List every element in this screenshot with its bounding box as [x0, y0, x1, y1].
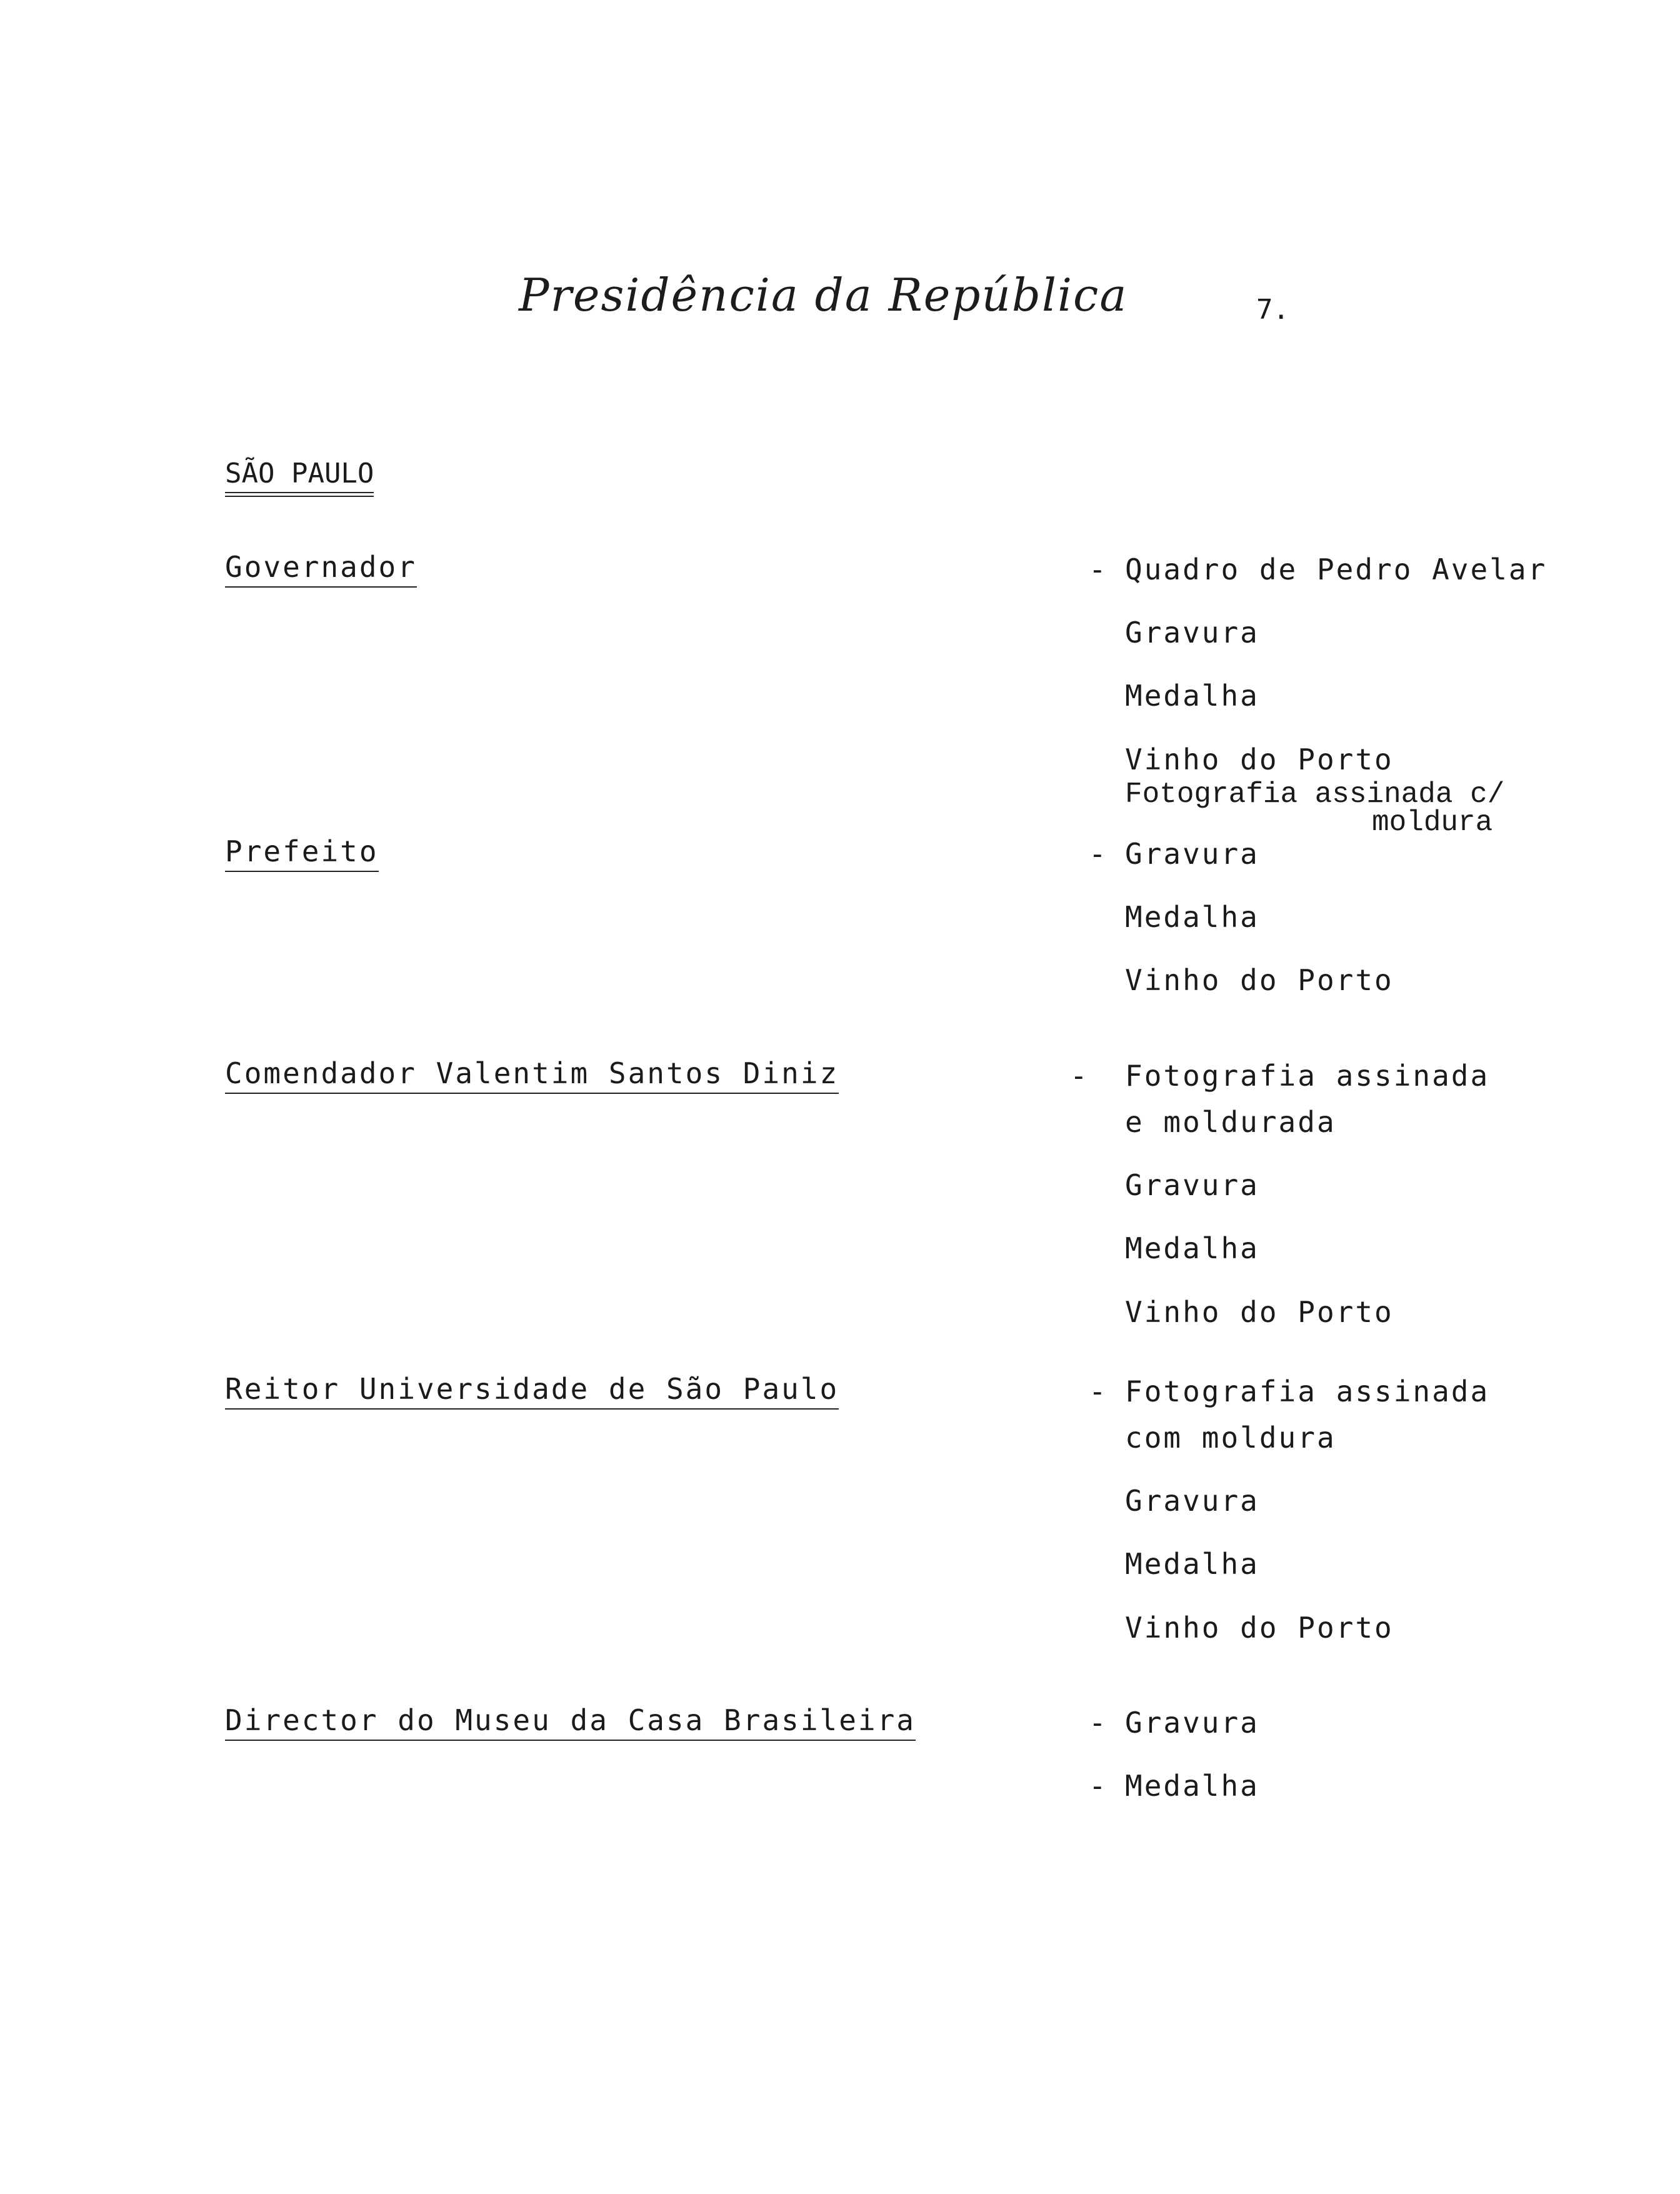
gift-item: Medalha [1125, 679, 1259, 713]
gift-item: Fotografia assinada c/ [1125, 778, 1505, 811]
dash: - [1089, 1769, 1106, 1803]
gift-item: Fotografia assinada [1125, 1375, 1490, 1408]
recipient-governador: Governador [225, 550, 417, 588]
dash: - [1089, 1706, 1106, 1740]
dash: - [1070, 1059, 1088, 1093]
gift-item: Vinho do Porto [1125, 1611, 1394, 1645]
gift-item: Gravura [1125, 616, 1259, 649]
dash: - [1089, 1375, 1106, 1408]
gift-item: Medalha [1125, 1769, 1259, 1803]
gift-item: Medalha [1125, 900, 1259, 934]
dash: - [1089, 837, 1106, 871]
gift-item: Vinho do Porto [1125, 1295, 1394, 1329]
recipient-director-museu: Director do Museu da Casa Brasileira [225, 1703, 916, 1741]
gift-item-continuation: moldura [1372, 806, 1493, 839]
gift-item: Gravura [1125, 1484, 1259, 1518]
recipient-reitor: Reitor Universidade de São Paulo [225, 1372, 839, 1410]
letterhead: Presidência da República [519, 269, 1128, 321]
gift-item: Quadro de Pedro Avelar [1125, 553, 1548, 586]
recipient-prefeito: Prefeito [225, 834, 379, 872]
gift-item: Gravura [1125, 1706, 1259, 1740]
gift-item: e moldurada [1125, 1105, 1336, 1139]
page-number: 7. [1256, 294, 1289, 326]
gift-item: Gravura [1125, 1168, 1259, 1202]
recipient-comendador: Comendador Valentim Santos Diniz [225, 1056, 839, 1094]
gift-item: Medalha [1125, 1231, 1259, 1265]
section-title: SÃO PAULO [225, 458, 374, 493]
gift-item: com moldura [1125, 1421, 1336, 1455]
gift-item: Medalha [1125, 1547, 1259, 1581]
gift-item: Gravura [1125, 837, 1259, 871]
dash: - [1089, 553, 1106, 586]
gift-item: Vinho do Porto [1125, 743, 1394, 776]
gift-item: Fotografia assinada [1125, 1059, 1490, 1093]
gift-item: Vinho do Porto [1125, 963, 1394, 997]
